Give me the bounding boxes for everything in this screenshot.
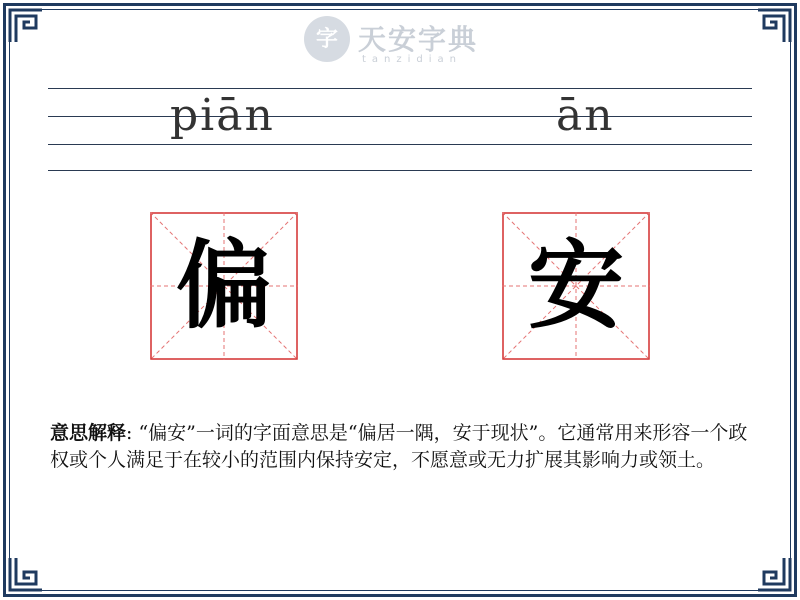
- explanation-separator: :: [126, 422, 139, 444]
- character-2: 安: [528, 229, 624, 342]
- ruled-line: [48, 116, 752, 117]
- corner-ornament-icon: [8, 556, 44, 592]
- explanation-text: “偏安”一词的字面意思是“偏居一隅，安于现状”。它通常用来形容一个政权或个人满足于在较小的范围内保持安定，不愿意或无力扩展其影响力或领土。: [50, 422, 748, 471]
- ruled-line: [48, 144, 752, 145]
- corner-ornament-icon: [8, 8, 44, 44]
- character-grid-1: [150, 212, 298, 360]
- character-1: 偏: [176, 229, 272, 342]
- pinyin-1: piān: [170, 90, 275, 141]
- meaning-explanation: [50, 420, 750, 474]
- ruled-line: [48, 88, 752, 89]
- pinyin-ruled-lines: [48, 86, 752, 176]
- corner-ornament-icon: [756, 8, 792, 44]
- site-logo: [302, 14, 502, 70]
- logo-mark-icon: 字: [304, 16, 350, 62]
- pinyin-2: ān: [556, 90, 615, 141]
- logo-subtitle: tanzidian: [362, 54, 463, 65]
- ruled-line: [48, 170, 752, 171]
- explanation-label: 意思解释: [50, 422, 127, 444]
- corner-ornament-icon: [756, 556, 792, 592]
- character-grid-2: [502, 212, 650, 360]
- logo-name: 天安字典: [358, 23, 479, 56]
